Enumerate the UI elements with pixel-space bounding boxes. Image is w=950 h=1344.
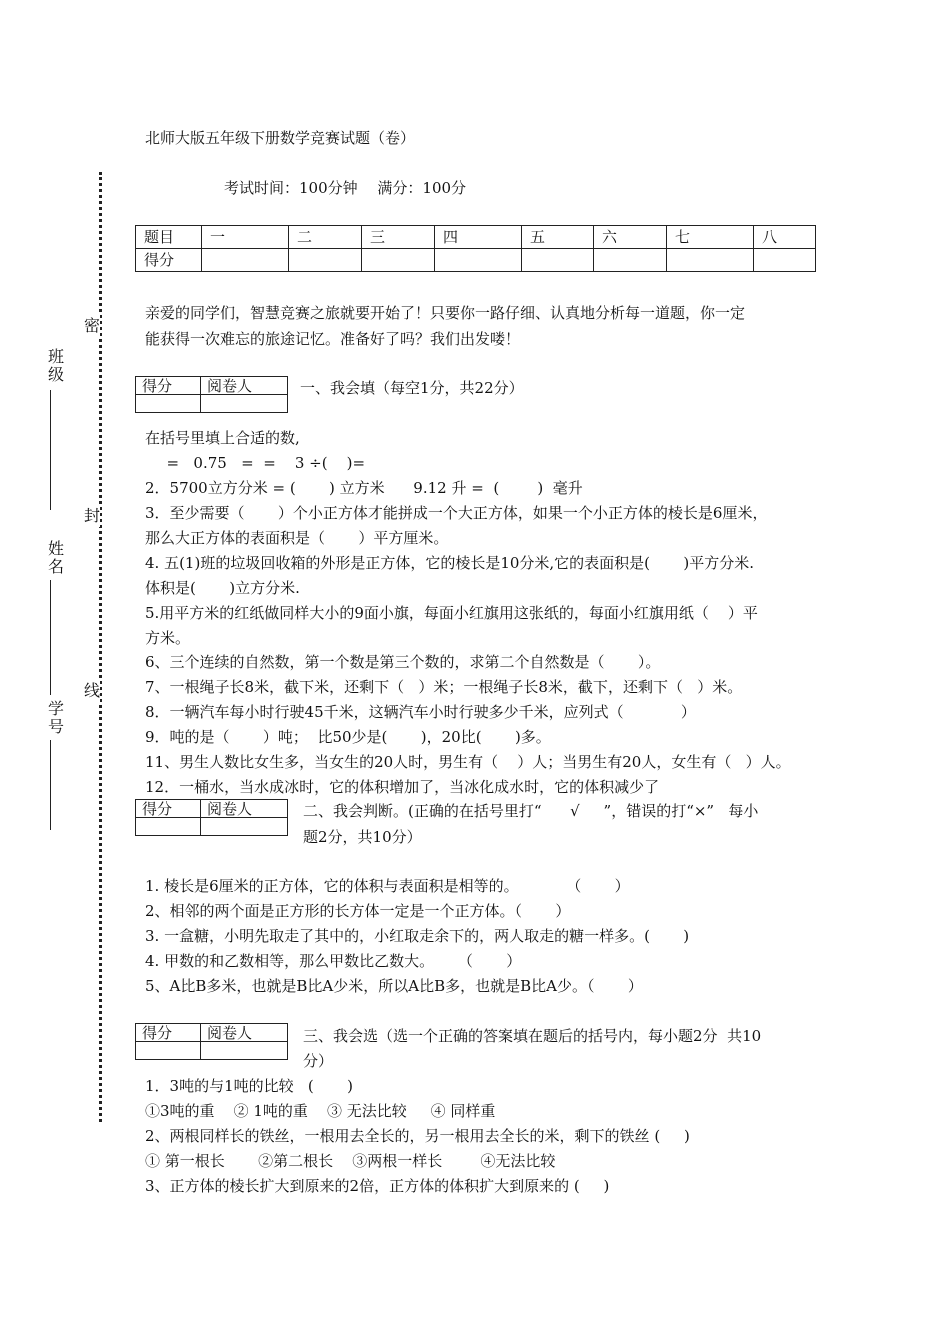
name-label-char-1: 姓 <box>48 539 65 558</box>
score-table <box>135 225 816 272</box>
section1-line: = 0.75 = = 3 ÷( )= <box>157 454 366 472</box>
grader-box-score-cell[interactable] <box>136 818 201 836</box>
score-cell[interactable] <box>594 249 667 272</box>
score-table-header: 八 <box>754 226 816 249</box>
score-cell[interactable] <box>362 249 435 272</box>
section2-heading: 二、我会判断。(正确的在括号里打“ √ ”，错误的打“×” 每小 <box>303 802 759 820</box>
section1-line: 11、男生人数比女生多，当女生的20人时，男生有（ ）人；当男生有20人，女生有（ ）人。 <box>145 753 791 771</box>
name-label-char-2: 名 <box>48 557 65 576</box>
section2-grader-box <box>135 799 288 836</box>
section1-line: 5.用平方米的红纸做同样大小的9面小旗，每面小红旗用这张纸的，每面小红旗用纸（ ）平 <box>145 604 758 622</box>
score-cell[interactable] <box>754 249 816 272</box>
score-table-header: 三 <box>362 226 435 249</box>
section3-line: 2、两根同样长的铁丝，一根用去全长的，另一根用去全长的米，剩下的铁丝 ( ) <box>145 1127 690 1145</box>
class-label-char-2: 级 <box>48 365 65 384</box>
score-row-label: 得分 <box>136 249 202 272</box>
grader-box-score-cell[interactable] <box>136 1042 201 1060</box>
grader-box-grader-cell[interactable] <box>201 818 288 836</box>
section1-line: 4. 五(1)班的垃圾回收箱的外形是正方体，它的棱长是10分米,它的表面积是( )平方分米. <box>145 554 755 572</box>
grader-box-score-cell[interactable] <box>136 395 201 413</box>
id-fill-line <box>50 740 51 830</box>
score-table-header: 五 <box>522 226 594 249</box>
score-table-score-row <box>136 249 816 272</box>
page-title: 北师大版五年级下册数学竞赛试题（卷） <box>145 129 416 147</box>
score-table-header: 七 <box>667 226 754 249</box>
section2-line: 3. 一盒糖，小明先取走了其中的，小红取走余下的，两人取走的糖一样多。( ) <box>145 927 690 945</box>
section3-line: 3、正方体的棱长扩大到原来的2倍，正方体的体积扩大到原来的 ( ) <box>145 1177 610 1195</box>
score-cell[interactable] <box>435 249 522 272</box>
class-label-char-1: 班 <box>48 347 65 366</box>
grader-box-grader-label: 阅卷人 <box>201 800 288 818</box>
section1-line: 8．一辆汽车每小时行驶45千米，这辆汽车小时行驶多少千米，应列式（ ） <box>145 703 696 721</box>
section1-line: 12．一桶水，当水成冰时，它的体积增加了，当冰化成水时，它的体积减少了 <box>145 778 660 796</box>
score-cell[interactable] <box>522 249 594 272</box>
section2-line: 5、A比B多米，也就是B比A少米，所以A比B多，也就是B比A少。（ ） <box>145 977 643 995</box>
section1-line: 7、一根绳子长8米，截下米，还剩下（ ）米；一根绳子长8米，截下，还剩下（ ）米。 <box>145 678 743 696</box>
section3-line: ① 第一根长 ②第二根长 ③两根一样长 ④无法比较 <box>145 1152 556 1170</box>
intro-line: 能获得一次难忘的旅途记忆。准备好了吗？我们出发喽！ <box>145 330 521 348</box>
seal-char-xian: 线 <box>84 681 101 700</box>
score-cell[interactable] <box>202 249 289 272</box>
section3-line: 1．3吨的与1吨的比较 ( ) <box>145 1077 354 1095</box>
grader-box-grader-cell[interactable] <box>201 1042 288 1060</box>
section1-line: 2．5700立方分米 = ( ) 立方米 9.12 升 = ( ) 毫升 <box>145 479 583 497</box>
grader-box-grader-cell[interactable] <box>201 395 288 413</box>
section1-line: 在括号里填上合适的数, <box>145 429 300 447</box>
score-table-header-row <box>136 226 816 249</box>
section3-grader-box <box>135 1023 288 1060</box>
score-table-header: 二 <box>289 226 362 249</box>
score-table-header: 四 <box>435 226 522 249</box>
section2-line: 1. 棱长是6厘米的正方体，它的体积与表面积是相等的。 （ ） <box>145 877 630 895</box>
grader-box-grader-label: 阅卷人 <box>201 377 288 395</box>
score-table-header: 一 <box>202 226 289 249</box>
section1-line: 那么大正方体的表面积是（ ）平方厘米。 <box>145 529 449 547</box>
section1-line: 体积是( )立方分米. <box>145 579 300 597</box>
section1-line: 方米。 <box>145 629 191 647</box>
score-table-header: 六 <box>594 226 667 249</box>
id-label-char-1: 学 <box>48 699 65 718</box>
section3-heading: 三、我会选（选一个正确的答案填在题后的括号内，每小题2分 共10 <box>303 1027 762 1045</box>
intro-line: 亲爱的同学们，智慧竞赛之旅就要开始了！只要你一路仔细、认真地分析每一道题，你一定 <box>145 304 746 322</box>
section3-heading: 分） <box>303 1052 334 1070</box>
grader-box-grader-label: 阅卷人 <box>201 1024 288 1042</box>
score-cell[interactable] <box>667 249 754 272</box>
section1-line: 3．至少需要（ ）个小正方体才能拼成一个大正方体，如果一个小正方体的棱长是6厘米， <box>145 504 768 522</box>
exam-info: 考试时间：100分钟 满分：100分 <box>224 179 467 197</box>
section1-line: 9．吨的是（ ）吨； 比50少是( )，20比( )多。 <box>145 728 551 746</box>
section3-line: ①3吨的重 ② 1吨的重 ③ 无法比较 ④ 同样重 <box>145 1102 496 1120</box>
section2-line: 2、相邻的两个面是正方形的长方体一定是一个正方体。（ ） <box>145 902 571 920</box>
section2-heading: 题2分，共10分） <box>303 828 422 846</box>
section1-heading: 一、我会填（每空1分，共22分） <box>300 379 524 397</box>
id-label-char-2: 号 <box>48 717 65 736</box>
section1-line: 6、三个连续的自然数，第一个数是第三个数的，求第二个自然数是（ ）。 <box>145 653 661 671</box>
score-cell[interactable] <box>289 249 362 272</box>
name-fill-line <box>50 580 51 695</box>
seal-char-mi: 密 <box>84 316 101 335</box>
grader-box-score-label: 得分 <box>136 800 201 818</box>
score-table-header: 题目 <box>136 226 202 249</box>
section1-grader-box <box>135 376 288 413</box>
grader-box-score-label: 得分 <box>136 1024 201 1042</box>
section2-line: 4. 甲数的和乙数相等，那么甲数比乙数大。 （ ） <box>145 952 522 970</box>
seal-char-feng: 封 <box>84 506 101 525</box>
class-fill-line <box>50 390 51 510</box>
grader-box-score-label: 得分 <box>136 377 201 395</box>
